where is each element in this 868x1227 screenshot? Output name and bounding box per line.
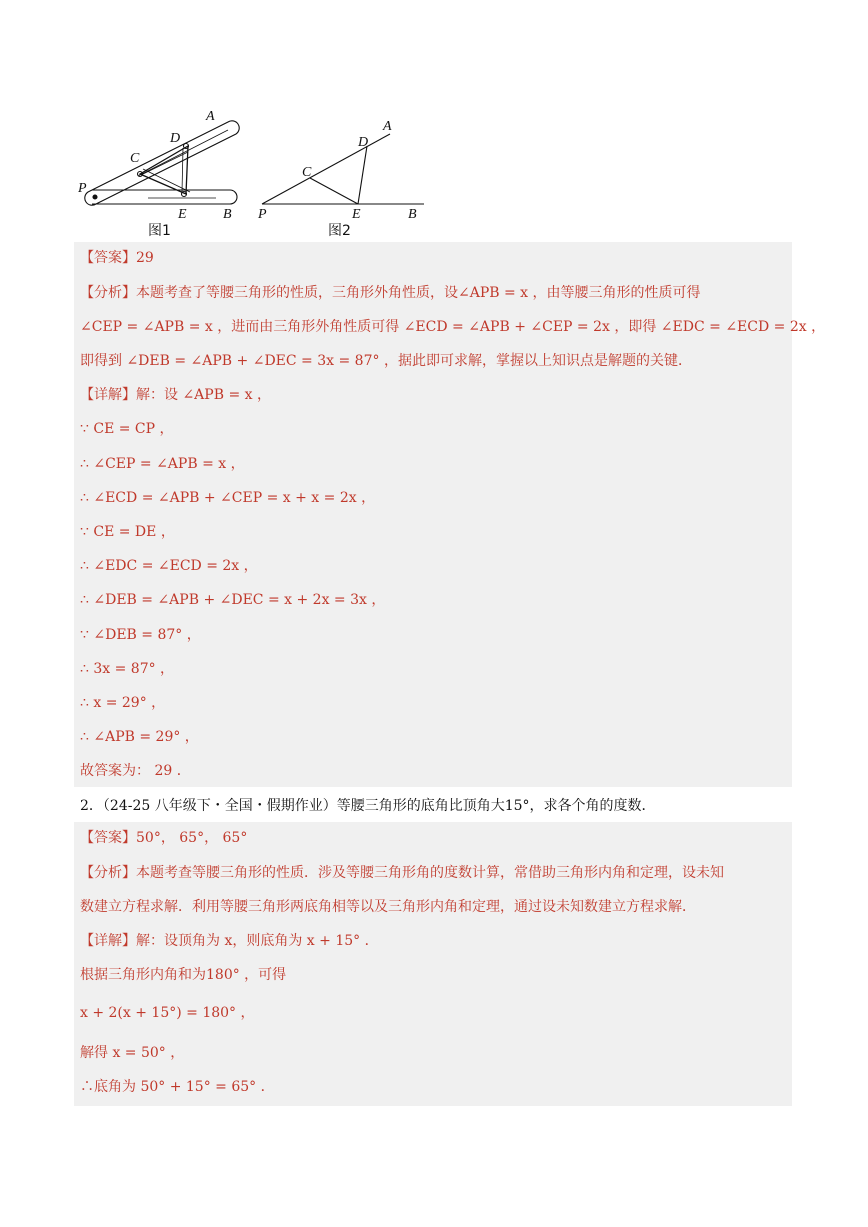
geometry-figures (78, 100, 438, 240)
q2-step-2: x + 2(x + 15°) = 180° ， (80, 1005, 255, 1021)
q1-step: ∴ x = 29° ， (80, 695, 166, 711)
fig2-label-C: C (302, 165, 312, 180)
figure-2-drawing (262, 134, 424, 204)
fig2-label-B: B (408, 207, 417, 222)
fig1-label-C: C (130, 151, 140, 166)
q1-step: ∴ ∠CEP = ∠APB = x ， (80, 456, 245, 472)
q2-analysis-line-2: 数建立方程求解．利用等腰三角形两底角相等以及三角形内角和定理，通过设未知数建立方程求解． (80, 899, 696, 915)
q1-final-answer: 故答案为： 29 ． (80, 763, 191, 779)
q1-answer: 【答案】29 (80, 250, 154, 266)
q1-analysis-line-2: ∠CEP = ∠APB = x ，进而由三角形外角性质可得 ∠ECD = ∠APB + ∠CEP = 2x ，即得 ∠EDC = ∠ECD = 2x ， (80, 319, 826, 335)
fig1-label-E: E (178, 207, 187, 222)
q1-step: ∴ 3x = 87° ， (80, 661, 175, 677)
q1-step: ∴ ∠APB = 29° ， (80, 729, 199, 745)
q1-analysis-line-1: 【分析】本题考查了等腰三角形的性质，三角形外角性质，设∠APB = x ，由等腰三角形的性质可得 (80, 285, 701, 301)
fig1-label-A: A (206, 109, 215, 124)
q2-step-1: 根据三角形内角和为180° ，可得 (80, 967, 287, 983)
q2-answer: 【答案】50°， 65°， 65° (80, 830, 248, 846)
fig1-caption: 图1 (148, 223, 171, 239)
q1-solution-box (74, 242, 826, 787)
fig1-label-B: B (223, 207, 232, 222)
q1-step: ∵ CE = DE ， (80, 524, 175, 540)
fig1-label-P: P (78, 181, 87, 196)
q1-step: ∴ ∠DEB = ∠APB + ∠DEC = x + 2x = 3x ， (80, 592, 386, 608)
fig2-label-E: E (352, 207, 361, 222)
q2-step-4: ∴底角为 50° + 15° = 65° ． (80, 1079, 275, 1095)
fig2-label-D: D (358, 135, 369, 150)
q2-solution-box (74, 822, 792, 1106)
q1-step: ∵ CE = CP ， (80, 421, 174, 437)
q1-step: ∴ ∠ECD = ∠APB + ∠CEP = x + x = 2x ， (80, 490, 376, 506)
q2-detail-head: 【详解】解：设顶角为 x，则底角为 x + 15° ． (80, 933, 379, 949)
fig2-label-A: A (383, 119, 392, 134)
q2-step-3: 解得 x = 50° ， (80, 1045, 185, 1061)
fig2-label-P: P (258, 207, 267, 222)
q1-step: ∴ ∠EDC = ∠ECD = 2x ， (80, 558, 258, 574)
figure-area (78, 100, 438, 240)
fig2-caption: 图2 (328, 223, 351, 239)
q1-analysis-line-3: 即得到 ∠DEB = ∠APB + ∠DEC = 3x = 87° ，据此即可求解，掌握以上知识点是解题的关键． (80, 353, 692, 369)
q2-question: 2．（24-25 八年级下・全国・假期作业）等腰三角形的底角比顶角大15°，求各个角的度数． (80, 798, 656, 814)
fig1-label-D: D (170, 131, 181, 146)
q2-analysis-line-1: 【分析】本题考查等腰三角形的性质．涉及等腰三角形角的度数计算，常借助三角形内角和定理，设未知 (80, 865, 724, 881)
figure-1-drawing (85, 121, 239, 205)
q1-detail-head: 【详解】解：设 ∠APB = x ， (80, 387, 271, 403)
q1-step: ∵ ∠DEB = 87° ， (80, 627, 201, 643)
